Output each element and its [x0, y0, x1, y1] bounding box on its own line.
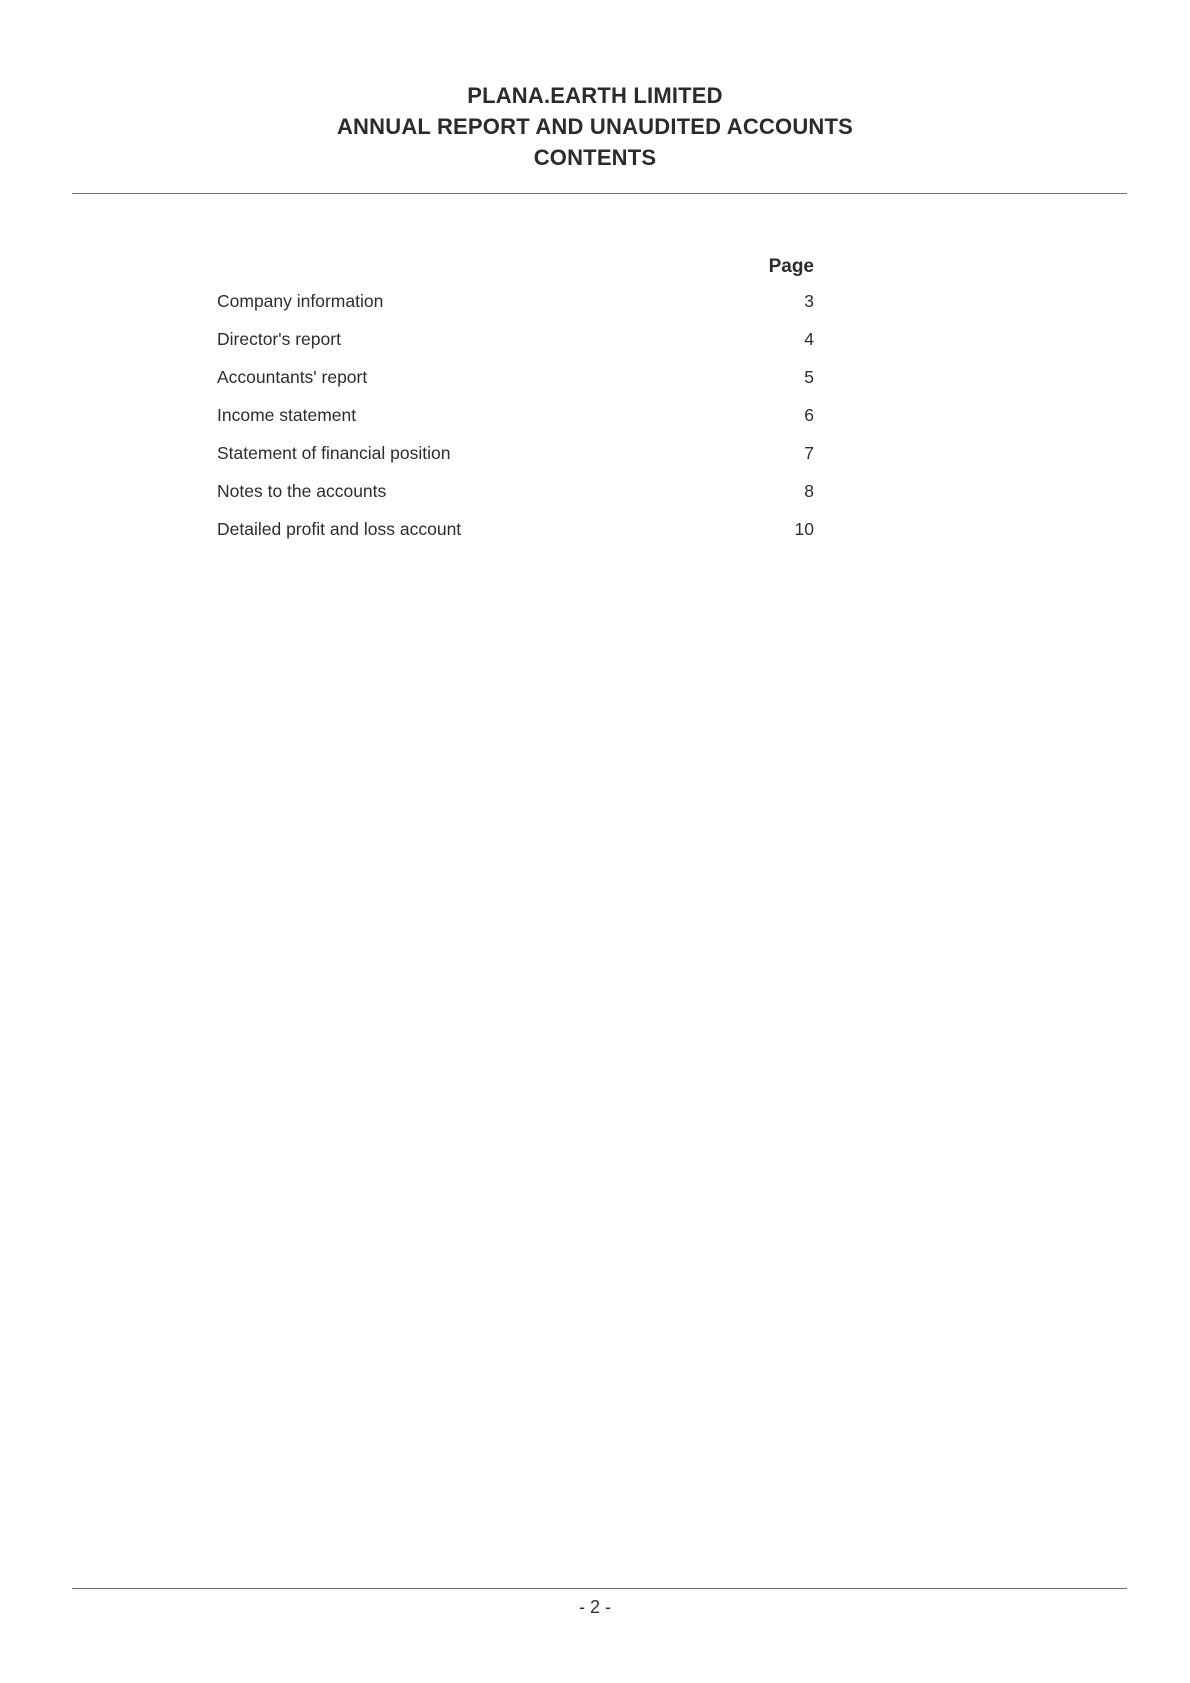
toc-item-page: 4	[804, 329, 814, 349]
page-column-label: Page	[768, 256, 814, 277]
table-of-contents	[217, 252, 814, 548]
document-header	[0, 80, 1190, 173]
toc-item-page: 8	[804, 481, 814, 501]
page-number: - 2 -	[578, 1597, 611, 1617]
company-name: PLANA.EARTH LIMITED	[467, 83, 723, 108]
toc-item-directors-report	[217, 320, 814, 358]
toc-item-label: Accountants' report	[217, 367, 368, 387]
footer-divider	[72, 1588, 1127, 1589]
section-title: CONTENTS	[533, 145, 657, 170]
toc-item-label: Detailed profit and loss account	[217, 519, 462, 539]
toc-item-notes-to-the-accounts	[217, 472, 814, 510]
toc-item-label: Statement of financial position	[217, 443, 451, 463]
toc-item-company-information	[217, 282, 814, 320]
toc-item-income-statement	[217, 396, 814, 434]
toc-item-label: Director's report	[217, 329, 341, 349]
toc-item-detailed-profit-and-loss-account	[217, 510, 814, 548]
toc-item-statement-of-financial-position	[217, 434, 814, 472]
toc-item-label: Income statement	[217, 405, 357, 425]
toc-item-page: 3	[804, 291, 814, 311]
toc-item-label: Company information	[217, 291, 384, 311]
toc-header	[217, 252, 814, 282]
toc-item-label: Notes to the accounts	[217, 481, 387, 501]
toc-item-page: 10	[794, 519, 814, 539]
toc-item-page: 6	[804, 405, 814, 425]
toc-item-page: 7	[804, 443, 814, 463]
toc-item-accountants-report	[217, 358, 814, 396]
report-title: ANNUAL REPORT AND UNAUDITED ACCOUNTS	[336, 114, 854, 139]
header-divider	[72, 193, 1127, 194]
toc-item-page: 5	[804, 367, 814, 387]
